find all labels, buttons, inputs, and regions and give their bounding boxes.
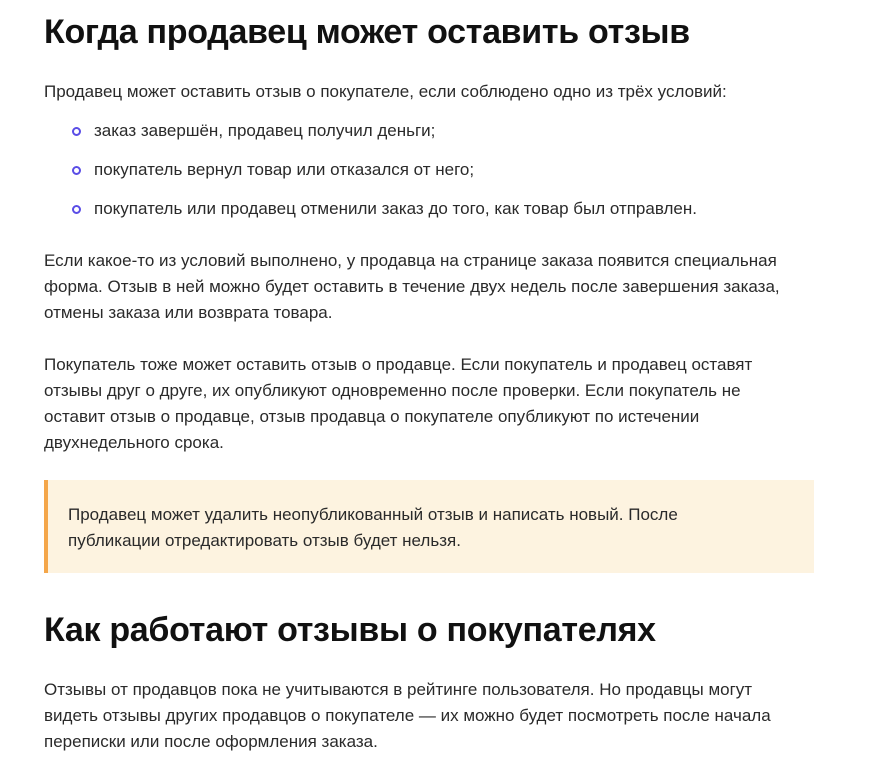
list-item [44, 157, 697, 183]
rating-paragraph: Отзывы от продавцов пока не учитываются в рейтинге пользователя. Но продавцы могут видеть отзывы других продавцов о покупателе — их можно будет посмотреть после начала переписки или после оформления заказа. [44, 680, 771, 751]
conditions-list [44, 118, 697, 235]
intro-paragraph: Продавец может оставить отзыв о покупателе, если соблюдено одно из трёх условий: [44, 82, 727, 101]
note-text: Продавец может удалить неопубликованный отзыв и написать новый. После публикации отредактировать отзыв будет нельзя. [68, 505, 678, 550]
list-item [44, 196, 697, 222]
section-title-seller-review: Когда продавец может оставить отзыв [44, 13, 690, 51]
note-callout [44, 480, 814, 573]
list-item [44, 118, 697, 144]
list-item-text: покупатель или продавец отменили заказ до того, как товар был отправлен. [94, 199, 697, 218]
bullet-circle-icon [72, 166, 81, 175]
bullet-circle-icon [72, 127, 81, 136]
buyer-review-paragraph: Покупатель тоже может оставить отзыв о продавце. Если покупатель и продавец оставят отзывы друг о друге, их опубликуют одновременно после проверки. Если покупатель не оставит отзыв о продавце, отзыв продавца о покупателе опубликуют по истечении двухнедельного срока. [44, 355, 753, 452]
section-title-buyer-reviews: Как работают отзывы о покупателях [44, 611, 656, 649]
list-item-text: покупатель вернул товар или отказался от него; [94, 160, 475, 179]
list-item-text: заказ завершён, продавец получил деньги; [94, 121, 436, 140]
bullet-circle-icon [72, 205, 81, 214]
review-form-paragraph: Если какое-то из условий выполнено, у продавца на странице заказа появится специальная форма. Отзыв в ней можно будет оставить в течение двух недель после завершения заказа, отмены заказа или возврата товара. [44, 251, 780, 322]
